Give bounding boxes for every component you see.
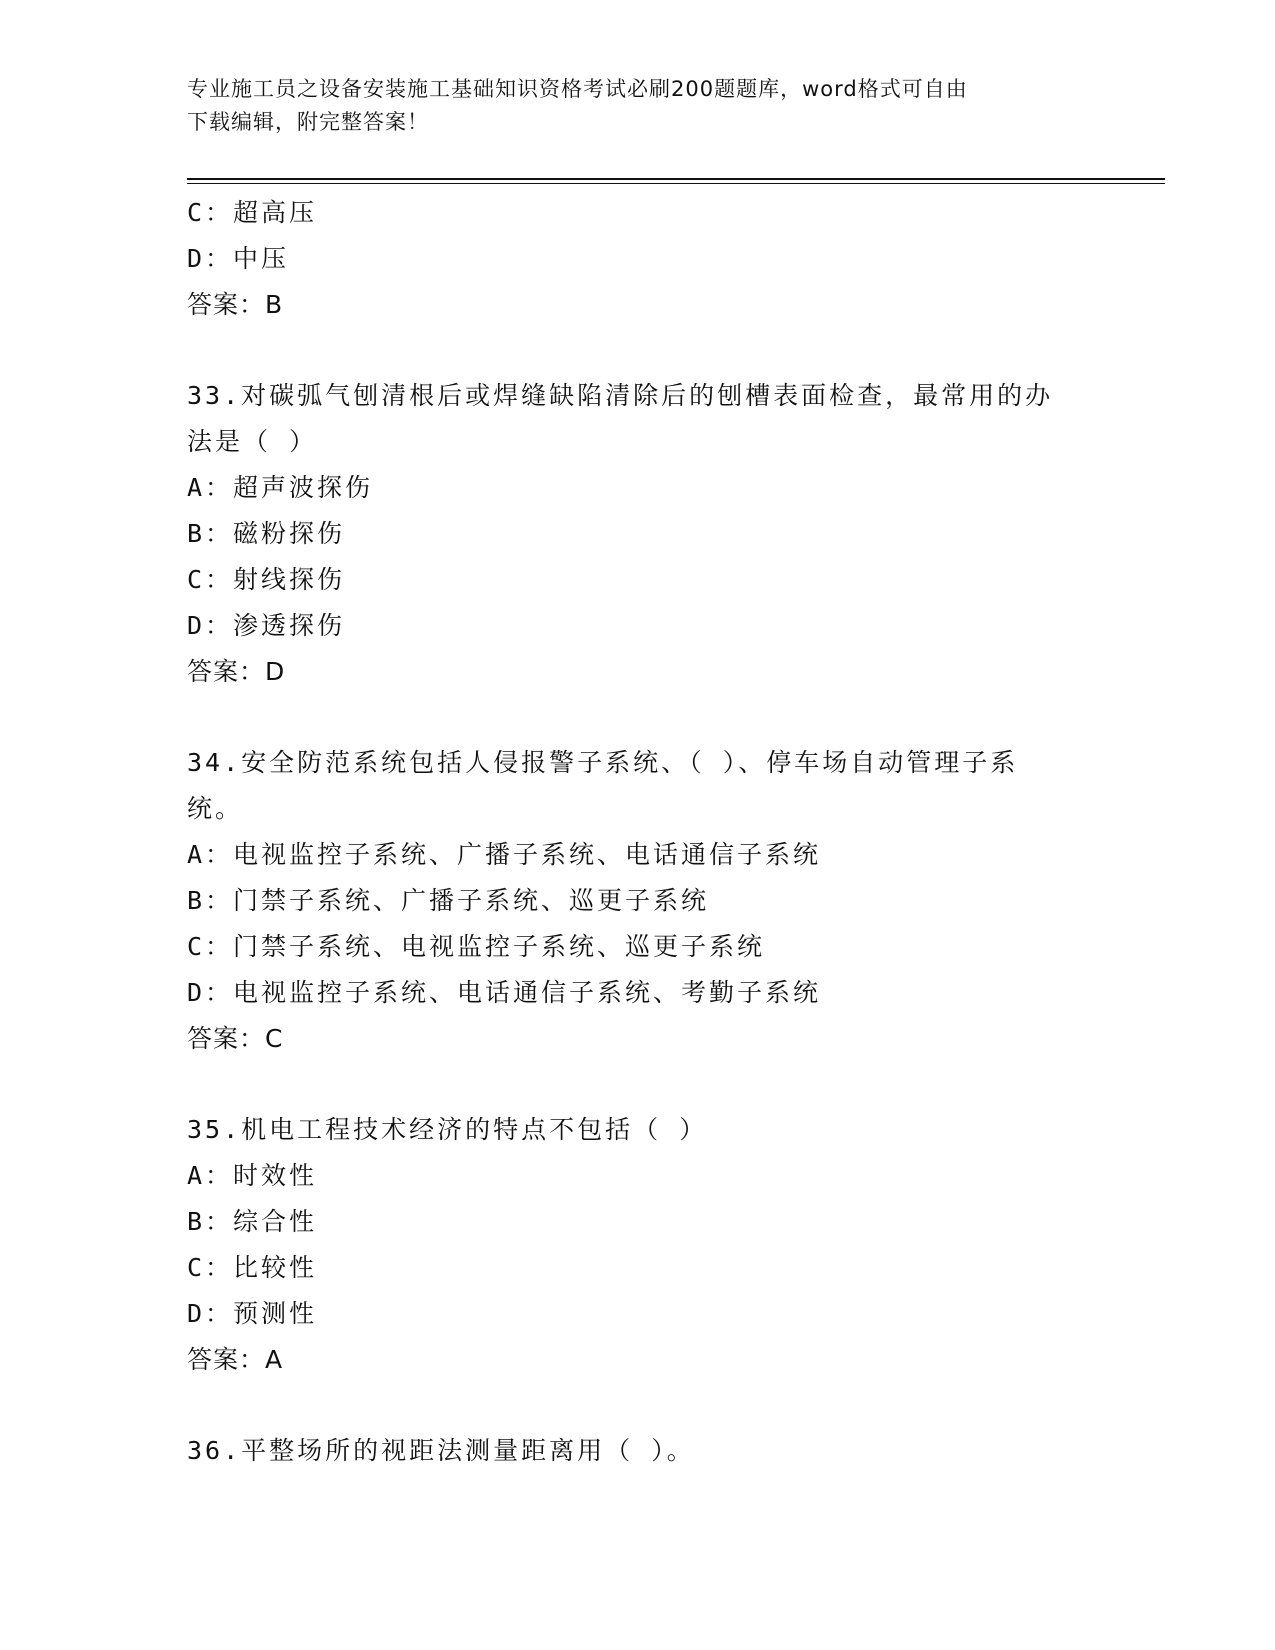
answer-line: 答案：D	[187, 657, 286, 686]
option-line: C：比较性	[187, 1253, 318, 1282]
option-line: C：射线探伤	[187, 565, 346, 594]
option-line: D：渗透探伤	[187, 611, 346, 640]
question-stem: 33.对碳弧气刨清根后或焊缝缺陷清除后的刨槽表面检查，最常用的办	[187, 381, 1054, 410]
option-line: B：综合性	[187, 1207, 318, 1236]
question-33	[187, 373, 1087, 695]
option-line: C：门禁子系统、电视监控子系统、巡更子系统	[187, 932, 766, 961]
header-line-1: 专业施工员之设备安装施工基础知识资格考试必刷200题题库，word格式可自由	[187, 77, 968, 101]
option-line: D：中压	[187, 244, 290, 273]
document-header	[187, 73, 1077, 139]
header-rule-thin	[187, 183, 1165, 184]
option-line: A：时效性	[187, 1161, 318, 1190]
question-list	[187, 190, 1087, 1474]
question-stem: 统。	[187, 794, 244, 823]
question-35	[187, 1107, 1087, 1383]
option-line: D：电视监控子系统、电话通信子系统、考勤子系统	[187, 978, 822, 1007]
question-36	[187, 1428, 1087, 1474]
answer-line: 答案：C	[187, 1024, 284, 1053]
header-rule-thick	[187, 178, 1165, 180]
option-line: B：门禁子系统、广播子系统、巡更子系统	[187, 886, 710, 915]
option-line: B：磁粉探伤	[187, 519, 346, 548]
option-line: A：超声波探伤	[187, 473, 374, 502]
question-34	[187, 740, 1087, 1062]
question-stem: 36.平整场所的视距法测量距离用（ ）。	[187, 1436, 695, 1465]
answer-line: 答案：A	[187, 1345, 284, 1374]
option-line: C：超高压	[187, 198, 318, 227]
option-line: A：电视监控子系统、广播子系统、电话通信子系统	[187, 840, 822, 869]
question-stem: 34.安全防范系统包括人侵报警子系统、（ ）、停车场自动管理子系	[187, 748, 1019, 777]
question-stem: 法是（ ）	[187, 427, 318, 456]
option-line: D：预测性	[187, 1299, 318, 1328]
answer-line: 答案：B	[187, 290, 284, 319]
question-32-tail	[187, 190, 1087, 328]
question-stem: 35.机电工程技术经济的特点不包括（ ）	[187, 1115, 708, 1144]
header-line-2: 下载编辑，附完整答案！	[187, 110, 429, 134]
